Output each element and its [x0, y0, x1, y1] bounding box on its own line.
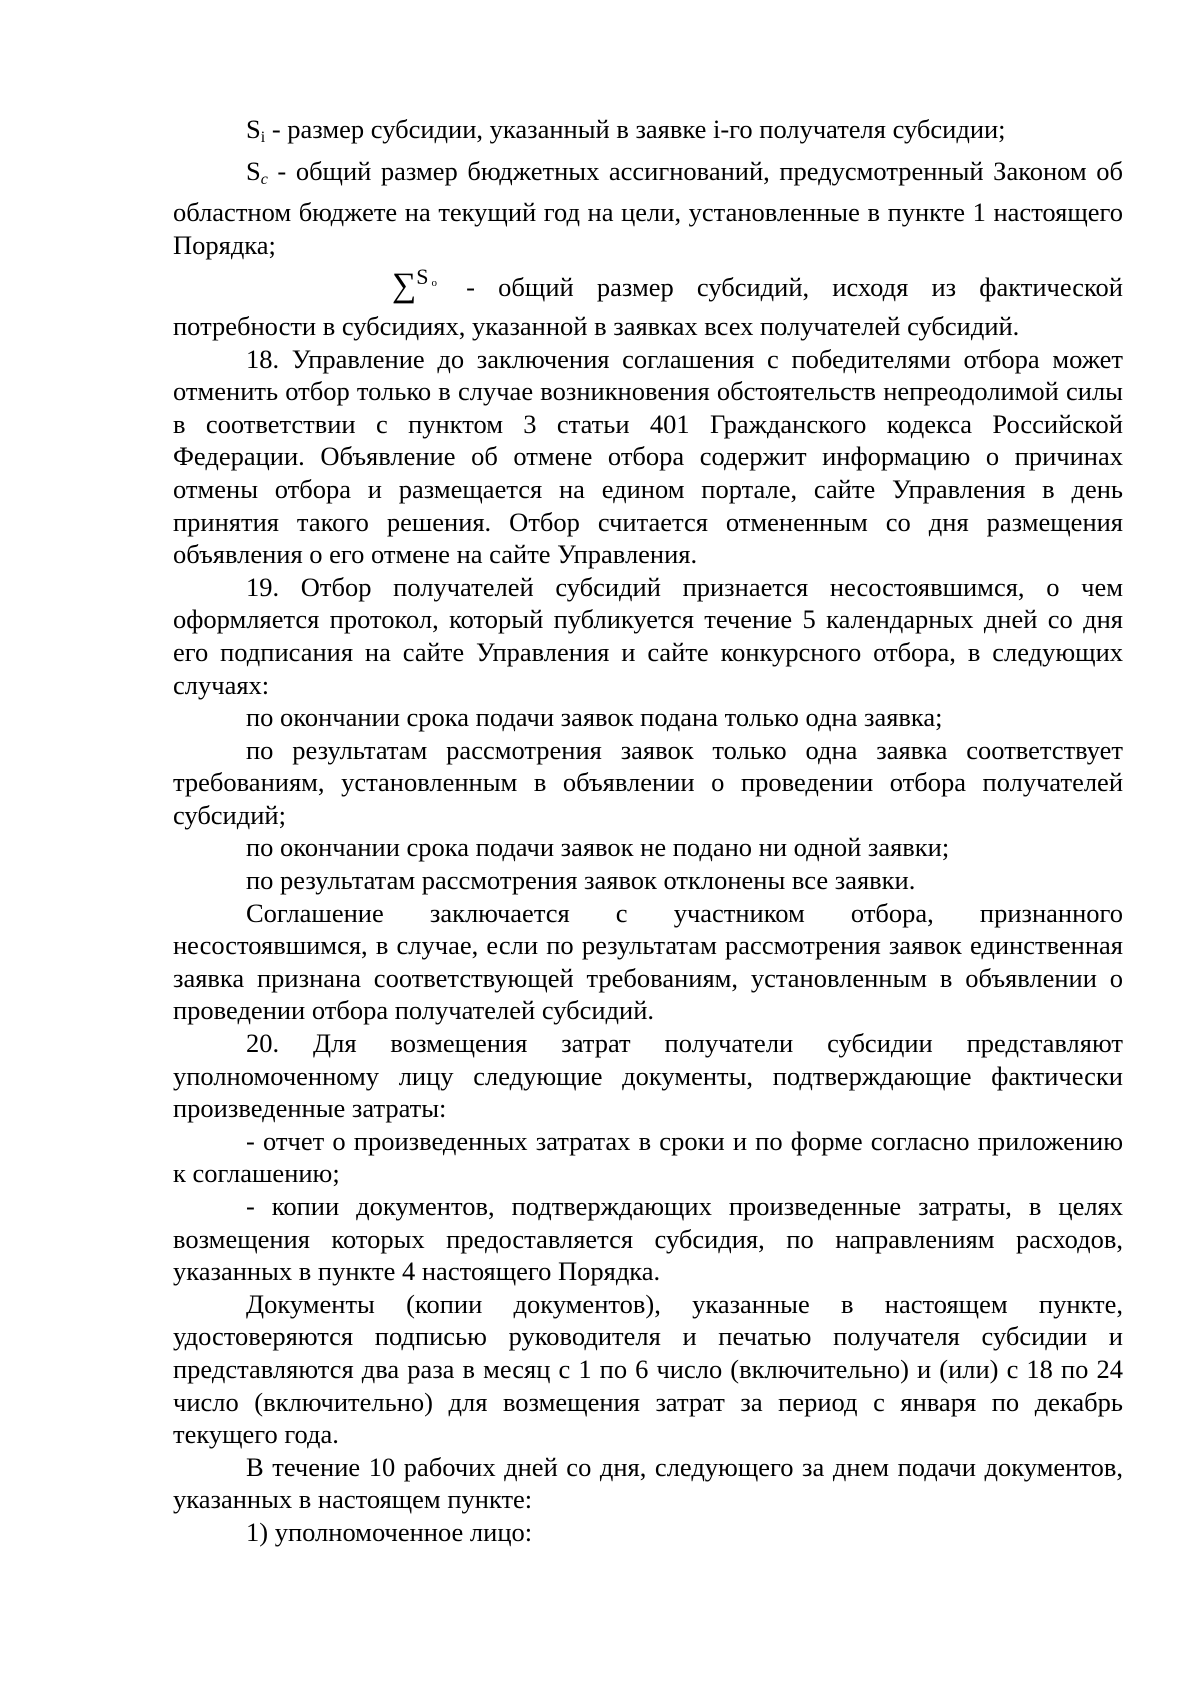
definition-sum — [173, 264, 1123, 342]
paragraph: В течение 10 рабочих дней со дня, следующего за днем подачи документов, указанных в настоящем пункте: — [173, 1451, 1123, 1515]
paragraph: Документы (копии документов), указанные в настоящем пункте, удостоверяются подписью руководителя и печатью получателя субсидии и представляются два раза в месяц с 1 по 6 число (включительно) и (или) с 18 по 24 число (включительно) для возмещения затрат за период с января по декабрь текущего года. — [173, 1288, 1123, 1450]
list-item: по окончании срока подачи заявок подана только одна заявка; — [246, 702, 943, 733]
symbol-si — [246, 114, 265, 144]
list-item: по результатам рассмотрения заявок отклонены все заявки. — [246, 865, 916, 896]
symbol-subscript: c — [260, 170, 268, 188]
symbol-letter: S — [246, 155, 261, 186]
definition-text: - общий размер бюджетных ассигнований, предусмотренный Законом об областном бюджете на текущий год на цели, установленные в пункте 1 настоящего Порядка; — [173, 155, 1123, 260]
definition-si — [173, 113, 1123, 155]
list-item: по окончании срока подачи заявок не подано ни одной заявки; — [246, 832, 950, 863]
list-item: 1) уполномоченное лицо: — [246, 1516, 533, 1547]
paragraph: Соглашение заключается с участником отбора, признанного несостоявшимся, в случае, если по результатам рассмотрения заявок единственная заявка признана соответствующей требованиям, установленным в объявлении о проведении отбора получателей субсидий. — [173, 897, 1123, 1026]
document-page — [173, 113, 1123, 1549]
paragraph: 19. Отбор получателей субсидий признается несостоявшимся, о чем оформляется протокол, который публикуется течение 5 календарных дней со дня его подписания на сайте Управления и сайте конкурсного отбора, в следующих случаях: — [173, 571, 1123, 700]
definition-text: - общий размер субсидий, исходя из фактической потребности в субсидиях, указанной в заявках всех получателей субсидий. — [173, 272, 1123, 341]
list-item: по результатам рассмотрения заявок только одна заявка соответствует требованиям, установленным в объявлении о проведении отбора получателей субсидий; — [173, 734, 1123, 830]
symbol-subscript: i — [260, 129, 266, 146]
sum-symbol — [246, 264, 437, 310]
sigma-symbol: ∑ — [392, 267, 417, 305]
paragraph: 20. Для возмещения затрат получатели субсидии представляют уполномоченному лицу следующие документы, подтверждающие фактически произведенные затраты: — [173, 1028, 1123, 1124]
definition-text: - размер субсидии, указанный в заявке i-го получателя субсидии; — [265, 114, 1006, 144]
symbol-sc — [246, 156, 268, 186]
definition-sc — [173, 155, 1123, 262]
symbol-letter: S — [416, 264, 429, 290]
symbol-letter: S — [246, 114, 261, 144]
list-item: - копии документов, подтверждающих произведенные затраты, в целях возмещения которых предоставляется субсидия, по направлениям расходов, указанных в пункте 4 настоящего Порядка. — [173, 1191, 1123, 1287]
list-item: - отчет о произведенных затратах в сроки и по форме согласно приложению к соглашению; — [173, 1125, 1123, 1189]
paragraph: 18. Управление до заключения соглашения с победителями отбора может отменить отбор только в случае возникновения обстоятельств непреодолимой силы в соответствии с пунктом 3 статьи 401 Гражданского кодекса Российской Федерации. Объявление об отмене отбора содержит информацию о причинах отмены отбора и размещается на едином портале, сайте Управления в день принятия такого решения. Отбор считается отмененным со дня размещения объявления о его отмене на сайте Управления. — [173, 343, 1123, 570]
symbol-subscript: o — [431, 277, 437, 290]
